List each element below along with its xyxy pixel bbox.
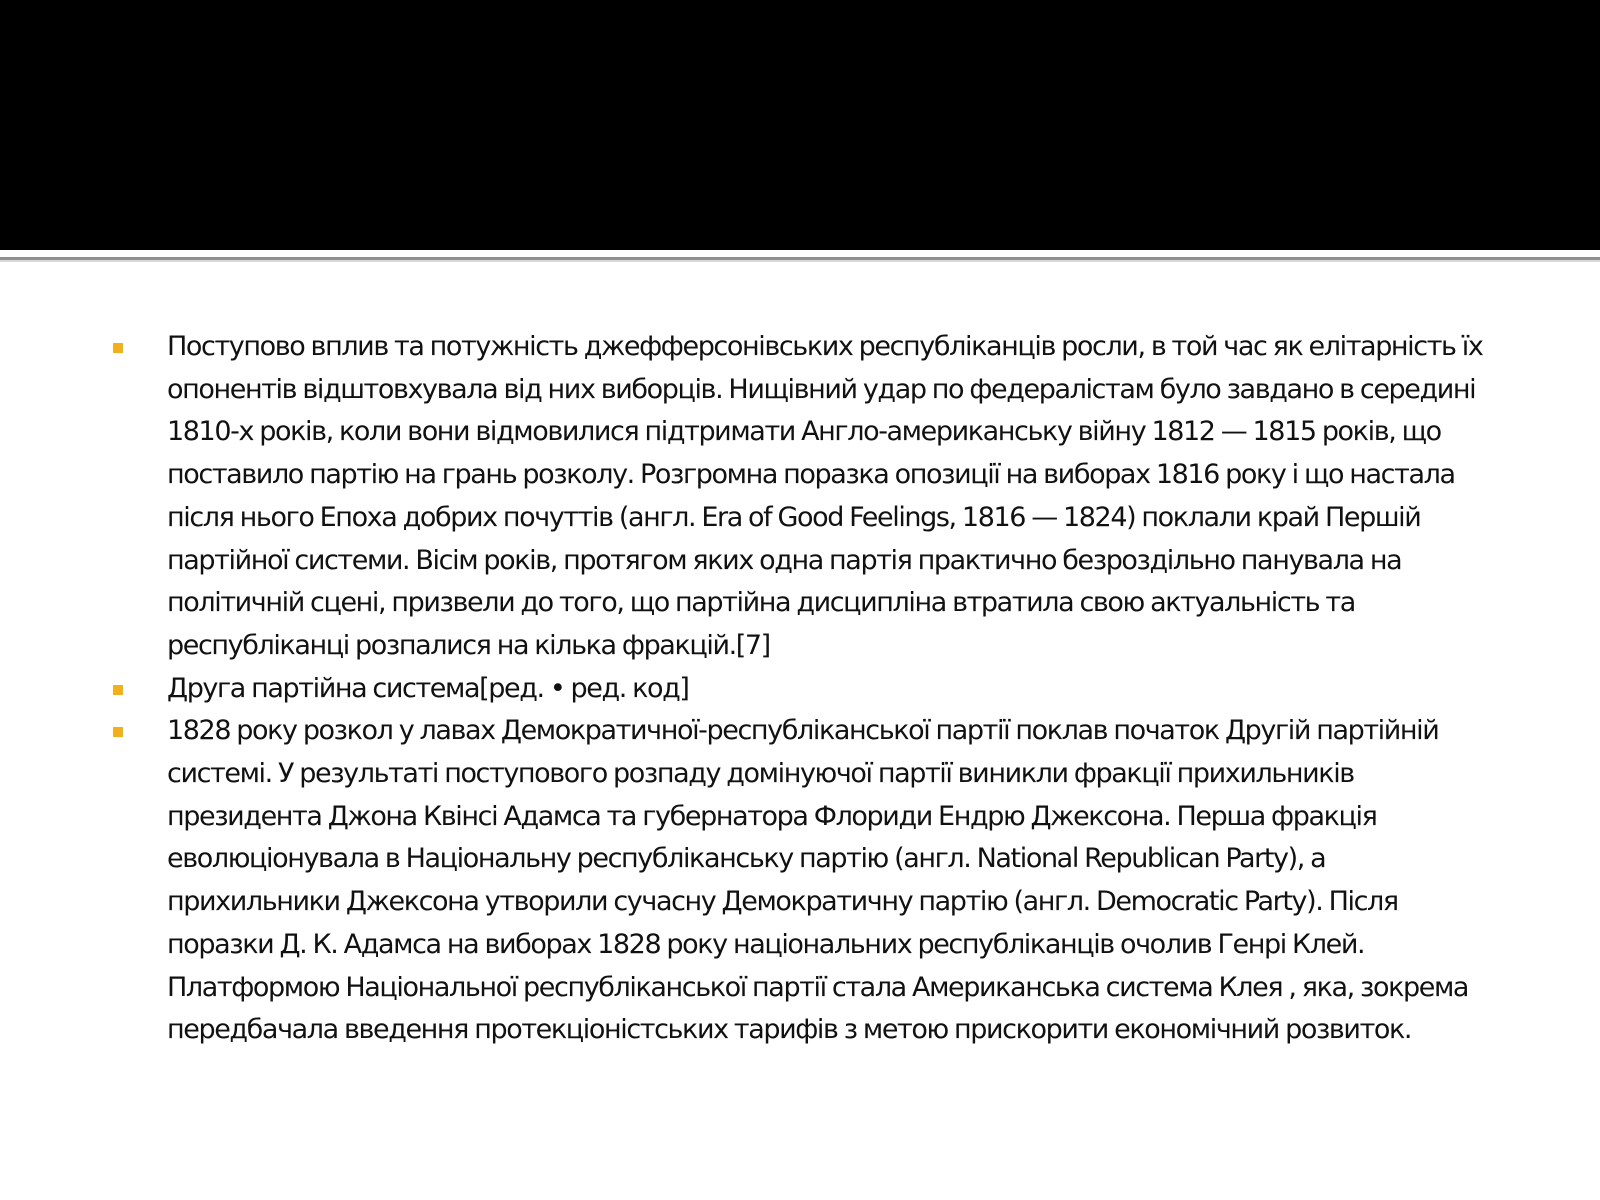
square-bullet-icon xyxy=(113,343,123,353)
bullet-text: 1828 року розкол у лавах Демократичної-республіканської партії поклав початок Другій партійній системі. У результаті поступового розпаду домінуючої партії виникли фракції прихильників президента Джона Квінсі Адамса та губернатора Флориди Ендрю Джексона. Перша фракція еволюціонувала в Національну республіканську партію (англ. National Republican Party), а прихильники Джексона утворили сучасну Демократичну партію (англ. Democratic Party). Після поразки Д. К. Адамса на виборах 1828 року національних республіканців очолив Генрі Клей. Платформою Національної республіканської партії стала Американська система Клея , яка, зокрема передбачала введення протекціоністських тарифів з метою прискорити економічний розвиток. xyxy=(167,715,1469,1046)
bullet-text: Друга партійна система[ред. • ред. код] xyxy=(167,672,689,704)
bullet-text: Поступово вплив та потужність джефферсонівських республіканців росли, в той час як елітарність їх опонентів відштовхувала від них виборців. Нищівний удар по федералістам було завдано в середині 1810-х років, коли вони відмовилися підтримати Англо-американську війну 1812 — 1815 років, що поставило партію на грань розколу. Розгромна поразка опозиції на виборах 1816 року і що настала після нього Епоха добрих почуттів (англ. Era of Good Feelings, 1816 — 1824) поклали край Першій партійної системи. Вісім років, протягом яких одна партія практично безроздільно панувала на політичній сцені, призвели до того, що партійна дисципліна втратила свою актуальність та республіканці розпалися на кілька фракцій.[7] xyxy=(167,331,1483,661)
slide-content xyxy=(0,326,1600,1052)
square-bullet-icon xyxy=(113,727,123,737)
bullet-list xyxy=(0,326,1600,1052)
title-band xyxy=(0,0,1600,250)
bullet-item-second-party-system-heading xyxy=(0,668,1502,711)
bullet-item-jeffersonian-republicans xyxy=(0,326,1502,668)
bullet-item-1828-split xyxy=(0,710,1502,1052)
square-bullet-icon xyxy=(113,685,123,695)
title-divider-shadow xyxy=(0,260,1600,262)
